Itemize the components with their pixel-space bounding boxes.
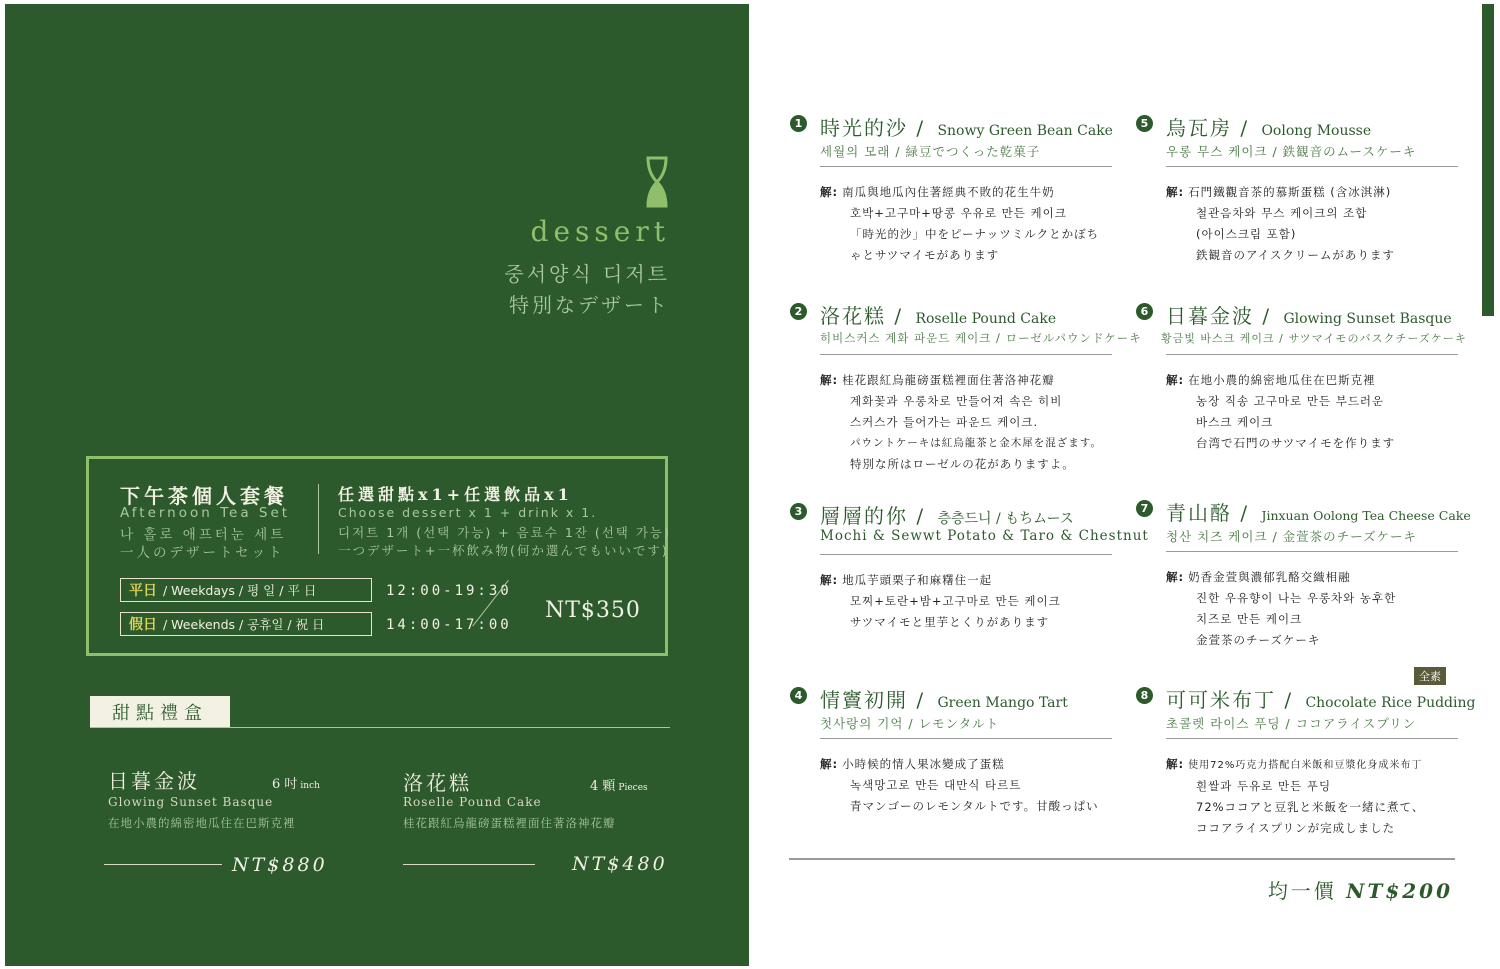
tea-set-title-en: Afternoon Tea Set	[120, 505, 291, 521]
item-description: 解: 地瓜芋頭栗子和麻糬住一起 모찌+토란+밤+고구마로 만든 케이크 サツマイモと里芋とくりがあります	[820, 573, 1061, 629]
item-title: 洛花糕 / Roselle Pound Cake	[820, 304, 1057, 328]
page-edge-bar	[1482, 4, 1494, 316]
bottom-rule	[789, 858, 1455, 860]
item-number: 5	[1136, 115, 1153, 132]
item-rule	[820, 354, 1112, 355]
uniform-price-label: 均一價	[1267, 879, 1337, 903]
weekday-time: 12:00-19:30	[386, 583, 512, 599]
item-description: 解: 小時候的情人果冰變成了蛋糕 녹색망고로 만든 대만식 타르트 青マンゴーのレモンタルトです。甘酸っぱい	[820, 757, 1099, 813]
gift-item-rule	[403, 864, 535, 865]
item-subtitle: 첫사랑의 기억 / レモンタルト	[820, 716, 1000, 731]
item-description: 解: 在地小農的綿密地瓜住在巴斯克裡 농장 직송 고구마로 만든 부드러운 바스크 케이크 台湾で石門のサツマイモを作ります	[1166, 373, 1396, 450]
weekday-label: 平日	[129, 583, 157, 599]
tea-set-choose-ko: 디저트 1개 (선택 가능) + 음료수 1잔 (선택 가능)	[338, 525, 671, 540]
tea-set-choose-ja: 一つデザート+一杯飲み物(何か選んでもいいです)	[338, 543, 669, 558]
item-rule	[820, 166, 1112, 167]
dessert-heading-ko: 중서양식 디저트	[504, 262, 670, 286]
gift-item-desc: 在地小農的綿密地瓜住在巴斯克裡	[108, 816, 296, 830]
item-subtitle: Mochi & Sewwt Potato & Taro & Chestnut	[820, 528, 1149, 544]
item-number: 3	[790, 503, 807, 520]
weekday-tag	[120, 578, 372, 602]
gift-item-en: Roselle Pound Cake	[403, 795, 542, 809]
item-title: 情竇初開 / Green Mango Tart	[820, 688, 1068, 712]
item-subtitle: 초콜렛 라이스 푸딩 / ココアライスプリン	[1166, 716, 1417, 731]
gift-item-name: 日暮金波	[108, 769, 200, 793]
weekend-label: 假日	[129, 617, 157, 633]
gift-box-rule	[90, 727, 670, 728]
dessert-heading: dessert	[530, 215, 670, 248]
dessert-heading-ja: 特別なデザート	[509, 293, 670, 317]
item-title: 青山酪 / Jinxuan Oolong Tea Cheese Cake	[1166, 501, 1471, 525]
gift-item-rule	[104, 864, 222, 865]
gift-item-desc: 桂花跟紅烏龍磅蛋糕裡面住著洛神花瓣	[403, 816, 616, 830]
item-title: 可可米布丁 / Chocolate Rice Pudding	[1166, 688, 1476, 712]
item-number: 1	[790, 115, 807, 132]
gift-item-price: NT$480	[572, 853, 668, 875]
gift-item-size: 6 吋 inch	[272, 777, 320, 792]
item-description: 解: 奶香金萱與濃郁乳酪交織相融 진한 우유향이 나는 우롱차와 농후한 치즈로 만든 케이크 金萱茶のチーズケーキ	[1166, 570, 1397, 647]
item-description: 解: 石門鐵觀音茶的慕斯蛋糕 (含冰淇淋) 철관음차와 무스 케이크의 조합 (아이스크림 포함) 鉄観音のアイスクリームがあります	[1166, 185, 1395, 262]
item-subtitle: 우롱 무스 케이크 / 鉄観音のムースケーキ	[1166, 144, 1417, 159]
tea-set-title: 下午茶個人套餐	[120, 484, 288, 508]
gift-item-en: Glowing Sunset Basque	[108, 795, 274, 809]
item-rule	[820, 738, 1112, 739]
item-description: 解: 使用72%巧克力搭配白米飯和豆漿化身成米布丁 흰쌀과 두유로 만든 푸딩 72%ココアと豆乳と米飯を一緒に煮て、 ココアライスプリンが完成しました	[1166, 757, 1425, 835]
item-number: 6	[1136, 303, 1153, 320]
item-number: 4	[790, 687, 807, 704]
weekday-rest: / Weekdays / 평 일 / 平 日	[163, 583, 317, 598]
item-subtitle: 청산 치즈 케이크 / 金萱茶のチーズケーキ	[1166, 529, 1418, 544]
item-subtitle: 세월의 모래 / 緑豆でつくった乾菓子	[820, 144, 1041, 159]
hourglass-icon	[644, 155, 670, 209]
weekend-time: 14:00-17:00	[386, 617, 512, 633]
item-description: 解: 南瓜與地瓜內住著經典不敗的花生牛奶 호박+고구마+땅콩 우유로 만든 케이크 「時光的沙」中をピーナッツミルクとかぼち ゃとサツマイモがあります	[820, 185, 1100, 262]
gift-box-label: 甜點禮盒	[90, 696, 230, 728]
item-subtitle: 황금빛 바스크 케이크 / サツマイモのバスクチーズケーキ	[1161, 332, 1467, 345]
item-rule	[1166, 354, 1458, 355]
item-title: 日暮金波 / Glowing Sunset Basque	[1166, 304, 1452, 328]
item-number: 7	[1136, 500, 1153, 517]
divider	[318, 484, 319, 554]
weekend-tag	[120, 612, 372, 636]
item-rule	[1166, 738, 1458, 739]
item-subtitle: 히비스커스 계화 파운드 케이크 / ローゼルパウンドケーキ	[820, 331, 1142, 345]
gift-item-name: 洛花糕	[403, 771, 472, 795]
uniform-price	[1200, 875, 1453, 904]
item-rule	[820, 554, 1112, 555]
tea-set-choose: 任選甜點x1+任選飲品x1	[338, 485, 573, 504]
tea-set-title-ja: 一人のデザートセット	[120, 545, 285, 561]
item-title: 烏瓦房 / Oolong Mousse	[1166, 116, 1372, 140]
gift-item-size: 4 顆 Pieces	[590, 779, 648, 794]
uniform-price-value: NT$200	[1346, 879, 1453, 903]
tea-set-title-ko: 나 홀로 애프터눈 세트	[120, 527, 287, 543]
item-rule	[1166, 551, 1458, 552]
item-title: 時光的沙 / Snowy Green Bean Cake	[820, 116, 1113, 140]
gift-item-price: NT$880	[232, 854, 328, 876]
tea-set-choose-en: Choose dessert x 1 + drink x 1.	[338, 505, 598, 520]
vegan-tag: 全素	[1414, 667, 1446, 685]
weekend-rest: / Weekends / 공휴일 / 祝 日	[163, 617, 325, 632]
tea-set-price: NT$350	[545, 598, 641, 623]
item-description: 解: 桂花跟紅烏龍磅蛋糕裡面住著洛神花瓣 계화꽃과 우롱차로 만들어져 속은 히비 스커스가 들어가는 파운드 케이크. パウントケーキは紅烏龍茶と金木犀を混ざます。 特別な所はローゼルの花がありますよ。	[820, 373, 1102, 471]
item-number: 8	[1136, 687, 1153, 704]
item-number: 2	[790, 303, 807, 320]
item-title: 層層的你 / 층층드니 / もちムース	[820, 504, 1074, 528]
item-rule	[1166, 166, 1458, 167]
